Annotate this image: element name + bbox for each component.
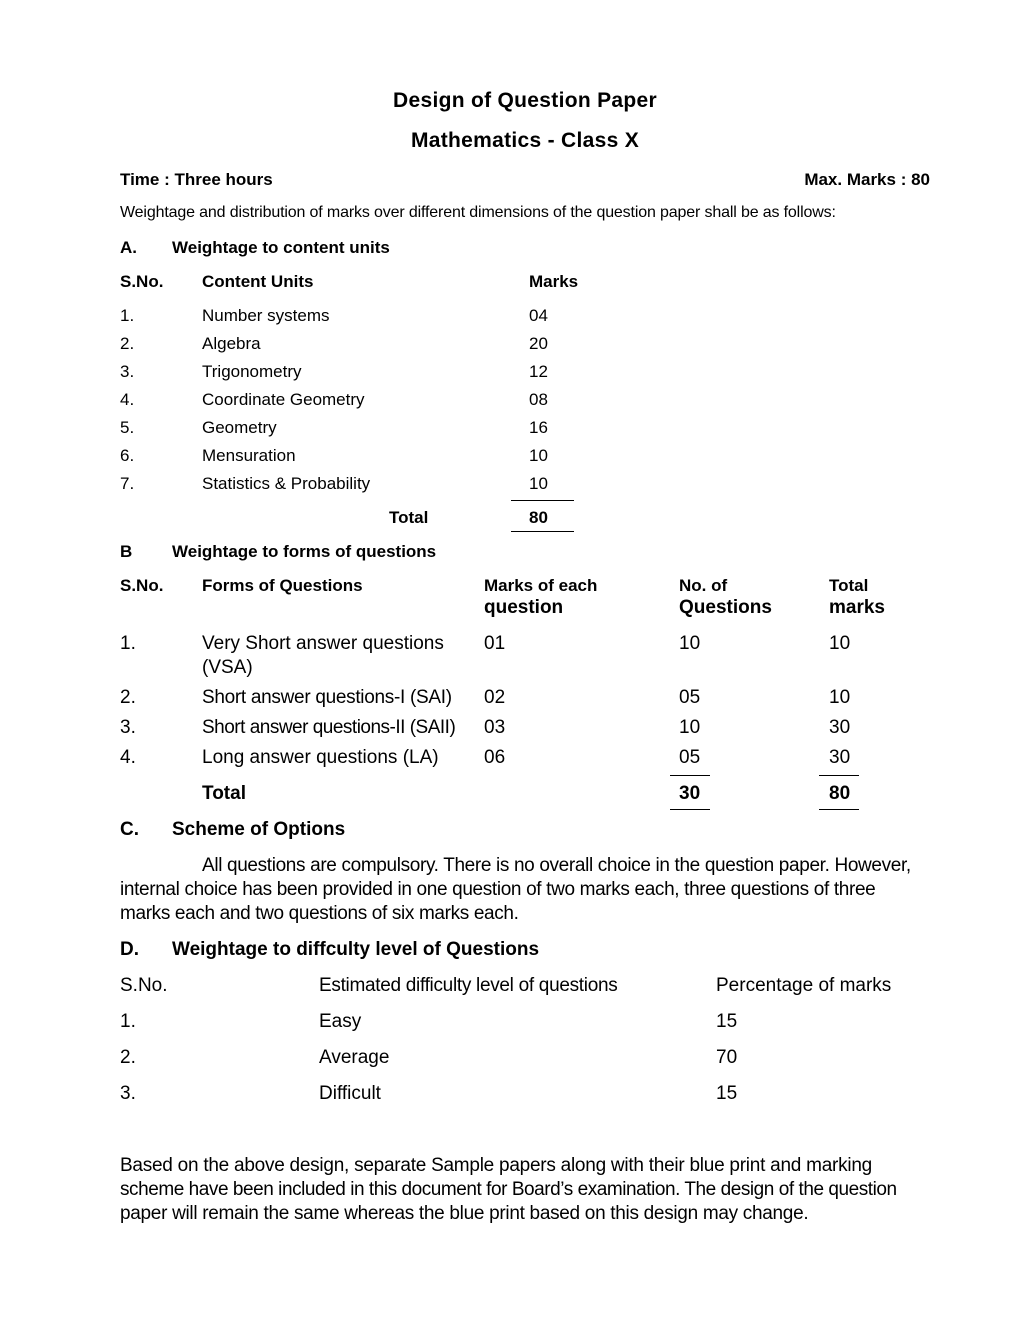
section-b-num-rule-bottom xyxy=(670,809,710,810)
row-form: Short answer questions-I (SAI) xyxy=(202,687,452,708)
section-a-header-unit: Content Units xyxy=(202,272,314,291)
row-unit: Number systems xyxy=(202,306,330,325)
section-d-letter: D. xyxy=(120,939,139,960)
section-b-total-label: Total xyxy=(202,783,246,804)
section-b-header-sno: S.No. xyxy=(120,576,164,595)
row-marks: 20 xyxy=(529,334,548,353)
row-sno: 4. xyxy=(120,747,136,768)
row-total: 10 xyxy=(829,633,851,654)
section-a-total-rule-bottom xyxy=(511,531,574,532)
row-num: 05 xyxy=(679,687,701,708)
row-sno: 5. xyxy=(120,418,135,437)
row-unit: Mensuration xyxy=(202,446,296,465)
section-c-heading: Scheme of Options xyxy=(172,819,346,840)
section-a-total-label: Total xyxy=(389,508,429,527)
row-sno: 1. xyxy=(120,633,136,654)
section-b-num-rule-top xyxy=(670,775,710,776)
row-sno: 6. xyxy=(120,446,135,465)
row-sno: 2. xyxy=(120,1047,136,1068)
row-unit: Coordinate Geometry xyxy=(202,390,365,409)
section-b-header-form: Forms of Questions xyxy=(202,576,363,595)
max-marks-label: Max. Marks : 80 xyxy=(804,170,930,189)
row-level: Easy xyxy=(319,1011,362,1032)
section-b-total-num: 30 xyxy=(679,783,701,804)
row-unit: Algebra xyxy=(202,334,261,353)
row-marks: 08 xyxy=(529,390,548,409)
section-b-heading: Weightage to forms of questions xyxy=(172,542,437,561)
section-b-total-marks: 80 xyxy=(829,783,851,804)
section-b-header-total-2: marks xyxy=(829,597,885,618)
section-a-total-rule-top xyxy=(511,500,574,501)
row-form: Short answer questions-II (SAII) xyxy=(202,717,456,738)
row-sno: 2. xyxy=(120,687,136,708)
row-marks: 12 xyxy=(529,362,548,381)
row-total: 30 xyxy=(829,717,851,738)
section-a-heading: Weightage to content units xyxy=(172,238,390,257)
section-c-line-1: All questions are compulsory. There is no overall choice in the question paper. However, xyxy=(202,855,911,876)
section-b-header-num-2: Questions xyxy=(679,597,772,618)
section-a-header-marks: Marks xyxy=(529,272,579,291)
row-pct: 70 xyxy=(716,1047,738,1068)
closing-line-3: paper will remain the same whereas the blue print based on this design may change. xyxy=(120,1203,809,1224)
section-c-letter: C. xyxy=(120,819,139,840)
row-unit: Statistics & Probability xyxy=(202,474,371,493)
section-b-letter: B xyxy=(120,542,133,561)
row-form: Long answer questions (LA) xyxy=(202,747,439,768)
section-d-heading: Weightage to diffculty level of Questions xyxy=(172,939,540,960)
row-form: Very Short answer questions xyxy=(202,633,444,654)
row-level: Average xyxy=(319,1047,390,1068)
page-title: Design of Question Paper xyxy=(393,89,657,112)
section-a-letter: A. xyxy=(120,238,137,257)
row-marks: 16 xyxy=(529,418,548,437)
row-sno: 7. xyxy=(120,474,135,493)
row-sno: 4. xyxy=(120,390,135,409)
section-c-line-3: marks each and two questions of six marks each. xyxy=(120,903,519,924)
row-sno: 1. xyxy=(120,1011,136,1032)
row-sno: 3. xyxy=(120,362,135,381)
row-sno: 1. xyxy=(120,306,135,325)
row-pct: 15 xyxy=(716,1011,738,1032)
section-b-header-total: Total xyxy=(829,576,869,595)
section-a-header-sno: S.No. xyxy=(120,272,164,291)
row-marks: 10 xyxy=(529,446,548,465)
row-marks: 01 xyxy=(484,633,506,654)
section-a-total-value: 80 xyxy=(529,508,548,527)
row-unit: Geometry xyxy=(202,418,277,437)
section-c-line-2: internal choice has been provided in one question of two marks each, three questions of three xyxy=(120,879,876,900)
section-b-total-rule-bottom xyxy=(819,809,859,810)
row-num: 10 xyxy=(679,633,701,654)
section-b-header-marks-each-2: question xyxy=(484,597,564,618)
row-num: 05 xyxy=(679,747,701,768)
section-b-header-num: No. of xyxy=(679,576,728,595)
time-label: Time : Three hours xyxy=(120,170,273,189)
row-marks: 02 xyxy=(484,687,506,708)
row-unit: Trigonometry xyxy=(202,362,302,381)
section-d-header-pct: Percentage of marks xyxy=(716,975,892,996)
row-sno: 3. xyxy=(120,1083,136,1104)
closing-line-2: scheme have been included in this document for Board’s examination. The design of the question xyxy=(120,1179,897,1200)
intro-text: Weightage and distribution of marks over different dimensions of the question paper shall be as follows: xyxy=(120,204,836,221)
row-sno: 2. xyxy=(120,334,135,353)
row-num: 10 xyxy=(679,717,701,738)
row-form-cont: (VSA) xyxy=(202,657,253,678)
row-marks: 04 xyxy=(529,306,548,325)
row-total: 10 xyxy=(829,687,851,708)
row-level: Difficult xyxy=(319,1083,381,1104)
section-d-header-sno: S.No. xyxy=(120,975,168,996)
section-d-header-level: Estimated difficulty level of questions xyxy=(319,975,618,996)
row-marks: 03 xyxy=(484,717,506,738)
row-sno: 3. xyxy=(120,717,136,738)
row-marks: 10 xyxy=(529,474,548,493)
closing-line-1: Based on the above design, separate Sample papers along with their blue print and marking xyxy=(120,1155,872,1176)
section-b-total-rule-top xyxy=(819,775,859,776)
row-pct: 15 xyxy=(716,1083,738,1104)
page-subtitle: Mathematics - Class X xyxy=(410,129,640,152)
row-marks: 06 xyxy=(484,747,506,768)
section-b-header-marks-each: Marks of each xyxy=(484,576,598,595)
row-total: 30 xyxy=(829,747,851,768)
